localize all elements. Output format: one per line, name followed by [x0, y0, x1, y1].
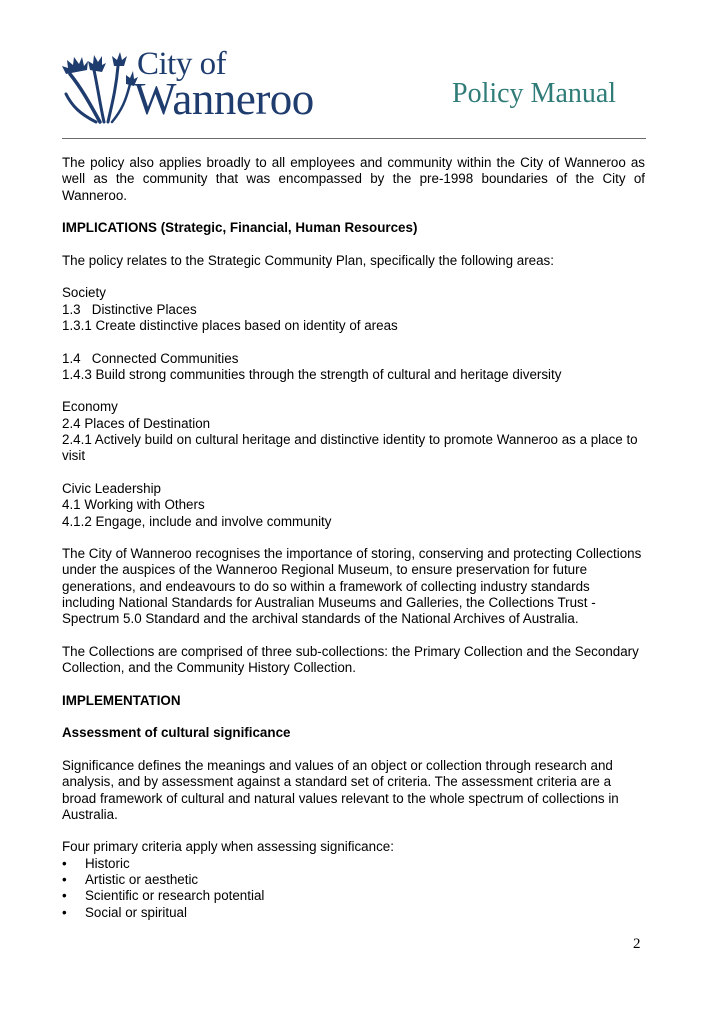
economy-title: Economy: [62, 399, 118, 415]
relates-paragraph: The policy relates to the Strategic Community Plan, specifically the following areas:: [62, 252, 554, 268]
page-number: 2: [633, 936, 641, 952]
significance-paragraph: Significance defines the meanings and values of an object or collection through research and analysis, and by assessment against a standard set of criteria. The assessment criteria are a broad framework of cultural and natural values relevant to the whole spectrum of collections in Australia.: [62, 757, 619, 822]
society-line-1: 1.3 Distinctive Places: [62, 301, 197, 317]
bullet-icon: •: [62, 904, 67, 920]
implications-heading: IMPLICATIONS (Strategic, Financial, Human Resources): [62, 220, 418, 236]
scope-paragraph: The policy also applies broadly to all employees and community within the City of Wanneroo as well as the community that was encompassed by the pre-1998 boundaries of the City of Wanneroo.: [62, 155, 645, 203]
society-line-2: 1.3.1 Create distinctive places based on identity of areas: [62, 317, 398, 333]
implementation-heading: IMPLEMENTATION: [62, 692, 181, 708]
header-divider: [62, 138, 646, 139]
economy-line-2: 2.4.1 Actively build on cultural heritage and distinctive identity to promote Wanneroo as a place to visit: [62, 432, 638, 464]
logo-text-wanneroo: Wanneroo: [134, 74, 314, 124]
recognises-paragraph: The City of Wanneroo recognises the importance of storing, conserving and protecting Collections under the auspices of the Wanneroo Regional Museum, to ensure preservation for future generations, and endeavours to do so within a framework of collecting industry standards including National Standards for Australian Museums and Galleries, the Collections Trust - Spectrum 5.0 Standard and the archival standards of the National Archives of Australia.: [62, 546, 642, 627]
assessment-heading: Assessment of cultural significance: [62, 725, 291, 741]
civic-title: Civic Leadership: [62, 480, 161, 496]
document-body: [62, 155, 645, 921]
policy-manual-title: Policy Manual: [452, 78, 617, 109]
list-item: • Artistic or aesthetic: [62, 872, 199, 888]
economy-line-1: 2.4 Places of Destination: [62, 415, 211, 431]
society-line-3: 1.4 Connected Communities: [62, 350, 239, 366]
list-item: • Scientific or research potential: [62, 888, 265, 904]
civic-line-1: 4.1 Working with Others: [62, 497, 205, 513]
logo-text-city-of: City of: [137, 46, 227, 82]
bullet-icon: •: [62, 855, 67, 871]
bullet-icon: •: [62, 872, 67, 888]
collections-paragraph: The Collections are comprised of three sub-collections: the Primary Collection and the Secondary Collection, and the Community History Collection.: [62, 643, 639, 676]
civic-line-2: 4.1.2 Engage, include and involve community: [62, 513, 332, 529]
criteria-intro: Four primary criteria apply when assessing significance:: [62, 839, 394, 855]
criteria-list: [62, 856, 645, 921]
list-item: • Social or spiritual: [62, 904, 187, 920]
list-item: • Historic: [62, 855, 130, 871]
bullet-icon: •: [62, 888, 67, 904]
society-line-4: 1.4.3 Build strong communities through the strength of cultural and heritage diversity: [62, 366, 562, 382]
society-title: Society: [62, 285, 106, 301]
